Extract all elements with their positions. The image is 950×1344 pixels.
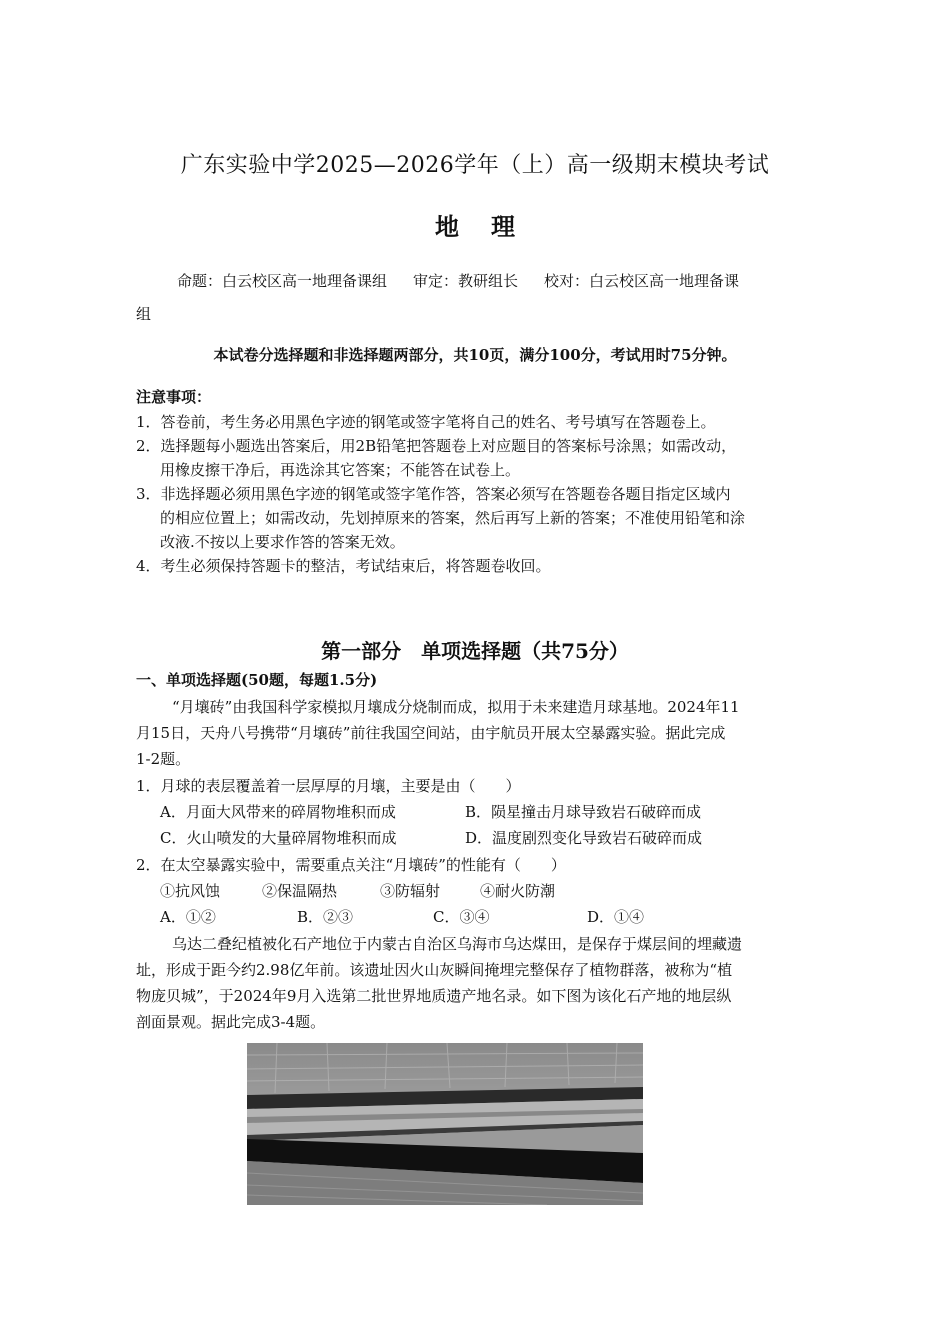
q1-option-a: A．月面大风带来的碎屑物堆积而成 — [160, 803, 396, 821]
q2-option-b: B．②③ — [297, 908, 354, 926]
notice-line: 2．选择题每小题选出答案后，用2B铅笔把答题卷上对应题目的答案标号涂黑；如需改动， — [136, 437, 737, 455]
passage-line: 剖面景观。据此完成3-4题。 — [136, 1013, 326, 1031]
passage-line: “月壤砖”由我国科学家模拟月壤成分烧制而成，拟用于未来建造月球基地。2024年11 — [172, 698, 740, 716]
notice-line: 4．考生必须保持答题卡的整洁，考试结束后，将答题卷收回。 — [136, 557, 551, 575]
q2-option-a: A．①② — [160, 908, 216, 926]
notice-heading: 注意事项： — [136, 388, 212, 406]
q2-item: ④耐火防潮 — [480, 882, 556, 900]
q1-option-b: B．陨星撞击月球导致岩石破碎而成 — [465, 803, 702, 821]
question-2-stem: 2．在太空暴露实验中，需要重点关注“月壤砖”的性能有（ ） — [136, 856, 566, 874]
notice-line: 1．答卷前，考生务必用黑色字迹的钢笔或签字笔将自己的姓名、考号填写在答题卷上。 — [136, 413, 716, 431]
passage-line: 址，形成于距今约2.98亿年前。该遗址因火山灰瞬间掩埋完整保存了植物群落，被称为“植 — [136, 961, 733, 979]
q2-option-c: C．③④ — [433, 908, 490, 926]
reviewer: 审定：教研组长 — [413, 272, 519, 290]
passage-line: 物庞贝城”，于2024年9月入选第二批世界地质遗产地名录。如下图为该化石产地的地层纵 — [136, 987, 732, 1005]
notice-line: 的相应位置上；如需改动，先划掉原来的答案，然后再写上新的答案；不准使用铅笔和涂 — [160, 509, 746, 527]
q1-option-c: C．火山喷发的大量碎屑物堆积而成 — [160, 829, 397, 847]
notice-line: 用橡皮擦干净后，再选涂其它答案；不能答在试卷上。 — [160, 461, 521, 479]
q2-item: ②保温隔热 — [262, 882, 338, 900]
notice-line: 3．非选择题必须用黑色字迹的钢笔或签字笔作答，答案必须写在答题卷各题目指定区域内 — [136, 485, 731, 503]
proofreader: 校对：白云校区高一地理备课 — [544, 272, 740, 290]
exam-title: 广东实验中学2025—2026学年（上）高一级期末模块考试 — [180, 153, 770, 178]
section-heading: 一、单项选择题(50题，每题1.5分) — [136, 671, 378, 689]
proofreader-cont: 组 — [136, 305, 152, 323]
q2-item: ③防辐射 — [380, 882, 441, 900]
exam-intro: 本试卷分选择题和非选择题两部分，共10页，满分100分，考试用时75分钟。 — [213, 346, 737, 364]
stratum-photo — [247, 1043, 643, 1205]
author-line — [177, 270, 739, 291]
question-1-stem: 1．月球的表层覆盖着一层厚厚的月壤，主要是由（ ） — [136, 777, 521, 795]
q1-option-d: D．温度剧烈变化导致岩石破碎而成 — [465, 829, 703, 847]
notice-line: 改液.不按以上要求作答的答案无效。 — [160, 533, 405, 551]
passage-line: 乌达二叠纪植被化石产地位于内蒙古自治区乌海市乌达煤田，是保存于煤层间的埋藏遗 — [172, 935, 743, 953]
subject-title: 地理 — [435, 212, 547, 241]
q2-item: ①抗风蚀 — [160, 882, 221, 900]
q2-option-d: D．①④ — [587, 908, 645, 926]
passage-line: 月15日，天舟八号携带“月壤砖”前往我国空间站，由宇航员开展太空暴露实验。据此完成 — [136, 724, 726, 742]
proposer: 命题：白云校区高一地理备课组 — [177, 272, 388, 290]
part-heading: 第一部分 单项选择题（共75分） — [321, 639, 629, 663]
passage-line: 1-2题。 — [136, 750, 191, 768]
